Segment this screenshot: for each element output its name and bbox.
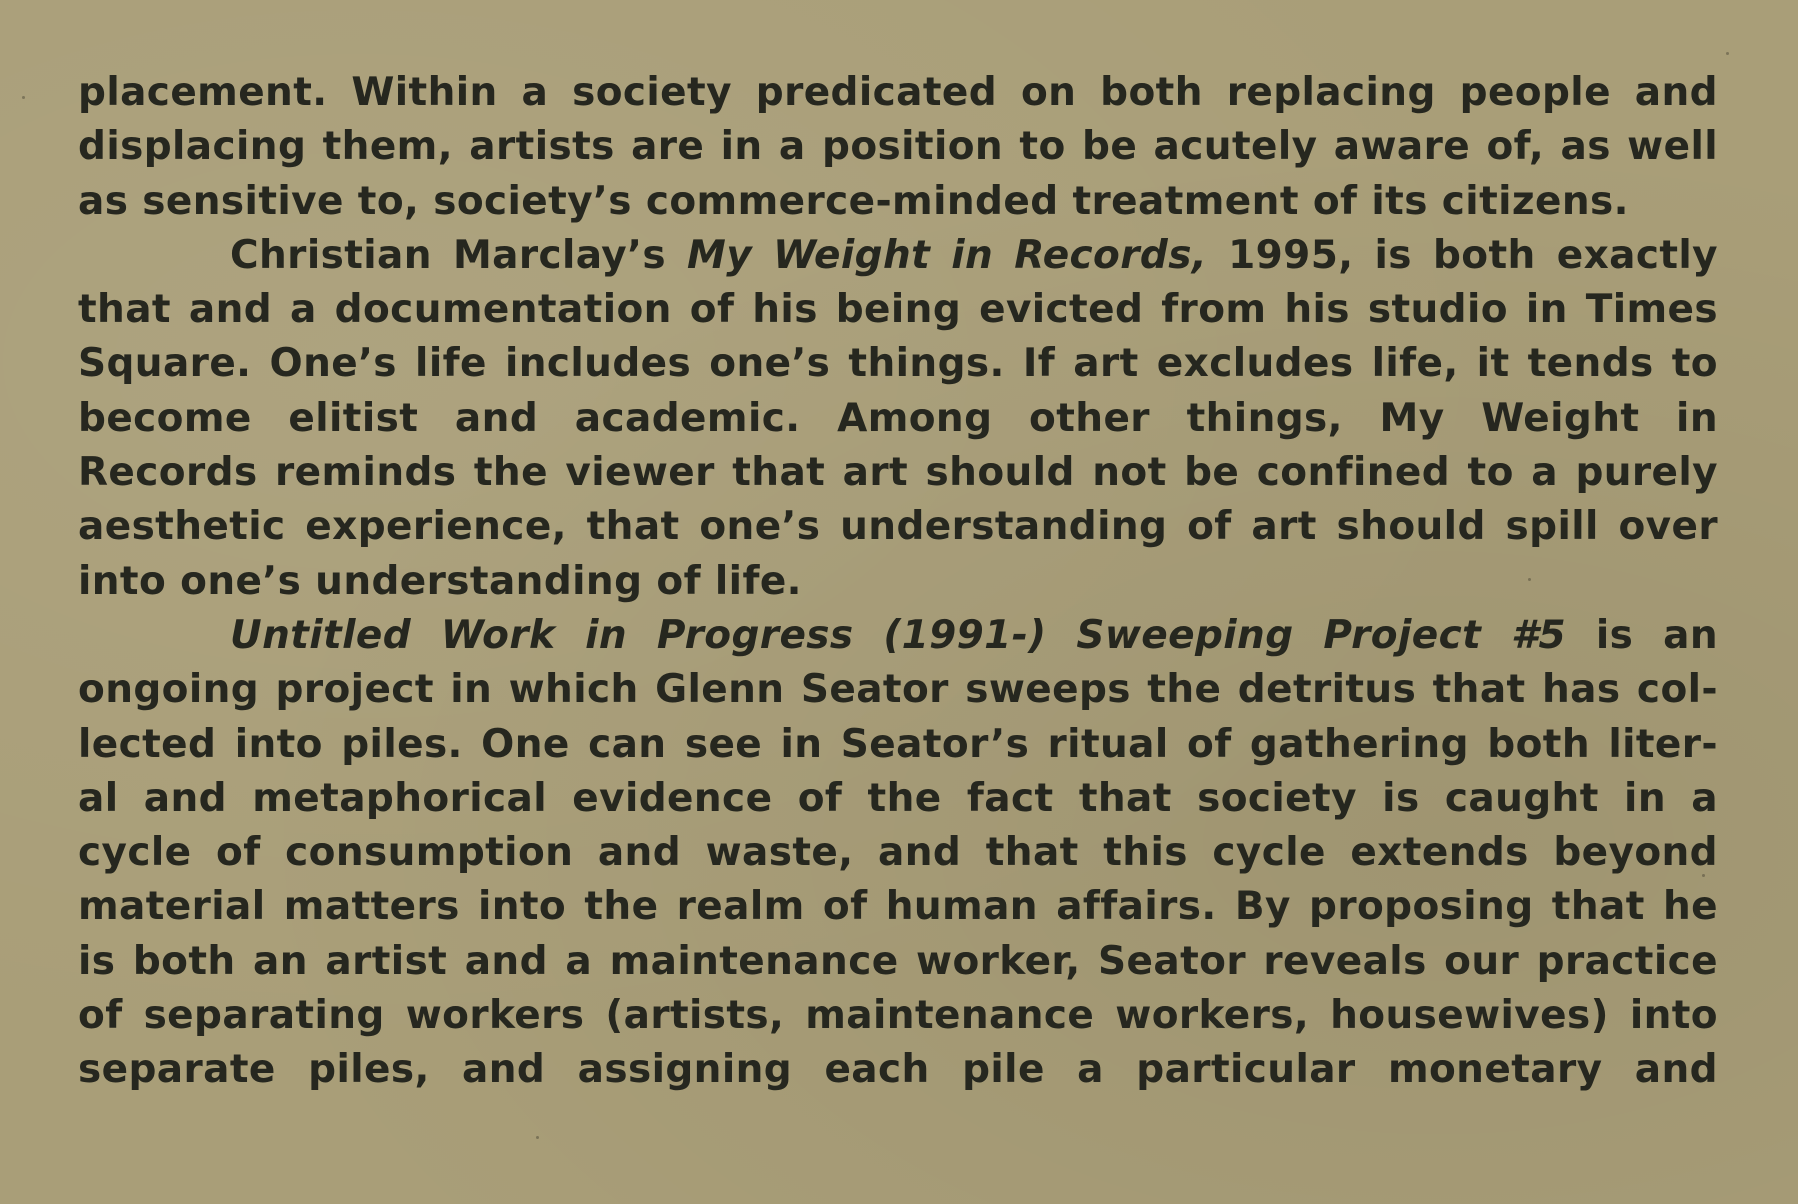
text-line-content: cycle of consumption and waste, and that this cycle extends beyond: [78, 830, 1718, 876]
paragraph-2: [78, 229, 1718, 609]
text-line: [78, 120, 1718, 174]
text-line-content: [230, 613, 1718, 658]
text-line: [78, 283, 1718, 337]
text-line-content: lected into piles. One can see in Seator’s ritual of gathering both liter-: [78, 721, 1718, 767]
paper-speck: [536, 1136, 539, 1139]
paper-speck: [1726, 52, 1729, 55]
text-line: [78, 989, 1718, 1043]
text-line-content: separate piles, and assigning each pile a particular monetary and: [78, 1047, 1718, 1093]
artwork-title: My Weight in Records,: [687, 232, 1208, 278]
text-line: [78, 609, 1718, 663]
body-text: [78, 66, 1718, 1098]
text-line: [78, 337, 1718, 391]
text-line: [78, 772, 1718, 826]
text-line-content: placement. Within a society predicated on both replacing people and: [78, 70, 1718, 115]
text-line-content: material matters into the realm of human affairs. By proposing that he: [78, 884, 1718, 930]
text-line: [78, 392, 1718, 446]
text-line: [78, 826, 1718, 880]
text-line-content: ongoing project in which Glenn Seator sweeps the detritus that has col-: [78, 667, 1718, 713]
text-line-content: of separating workers (artists, maintenance workers, housewives) into: [78, 993, 1718, 1039]
text-line: [78, 663, 1718, 717]
text-run: is an: [1566, 612, 1718, 658]
paragraph-1: [78, 66, 1718, 229]
text-line: [78, 500, 1718, 554]
text-line-content: displacing them, artists are in a position to be acutely aware of, as well: [78, 124, 1718, 170]
text-line-content: into one’s understanding of life.: [78, 558, 802, 604]
paragraph-3: [78, 609, 1718, 1098]
text-line-content: is both an artist and a maintenance worker, Seator reveals our practice: [78, 938, 1718, 984]
text-line: [78, 1043, 1718, 1097]
paper-speck: [22, 96, 25, 99]
text-line: [78, 175, 1718, 229]
text-line-content: Square. One’s life includes one’s things. If art excludes life, it tends to: [78, 341, 1718, 387]
text-run: Christian Marclay’s: [230, 232, 688, 278]
text-line: [78, 718, 1718, 772]
text-line: [78, 446, 1718, 500]
text-line-content: as sensitive to, society’s commerce-minded treatment of its citizens.: [78, 178, 1629, 224]
artwork-title: Untitled Work in Progress (1991-) Sweeping Project #5: [230, 612, 1567, 658]
text-line-content: Records reminds the viewer that art should not be confined to a purely: [78, 450, 1718, 496]
text-line: [78, 880, 1718, 934]
text-line-content: become elitist and academic. Among other things, My Weight in: [78, 395, 1718, 441]
text-line-content: aesthetic experience, that one’s understanding of art should spill over: [78, 504, 1718, 550]
text-line: [78, 66, 1718, 120]
text-line: [78, 555, 1718, 609]
text-line: [78, 935, 1718, 989]
text-line: [78, 229, 1718, 283]
text-run: 1995, is both exactly: [1207, 232, 1718, 278]
text-line-content: that and a documentation of his being evicted from his studio in Times: [78, 287, 1718, 333]
text-line-content: al and metaphorical evidence of the fact that society is caught in a: [78, 775, 1718, 821]
text-line-content: [230, 233, 1718, 278]
